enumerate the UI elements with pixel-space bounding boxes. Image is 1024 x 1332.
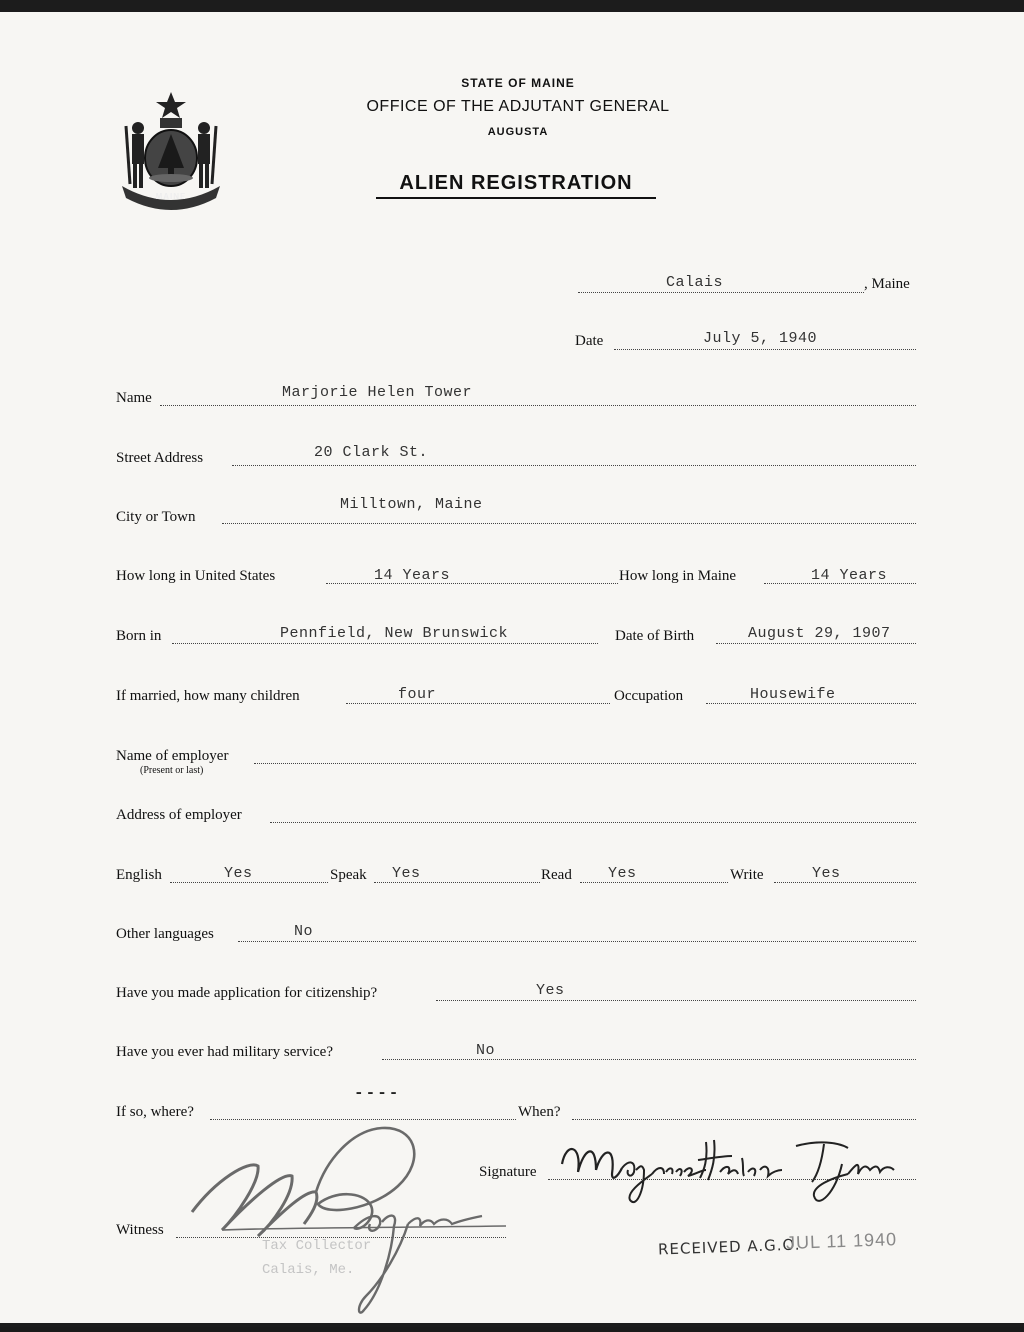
military-value: No — [476, 1042, 496, 1059]
dob-value: August 29, 1907 — [748, 625, 891, 642]
employer-address-line — [270, 822, 916, 823]
born-value: Pennfield, New Brunswick — [280, 625, 509, 642]
write-label: Write — [730, 867, 764, 883]
witness-stamp-line2: Calais, Me. — [262, 1262, 355, 1278]
signature-label: Signature — [479, 1164, 537, 1180]
english-label: English — [116, 867, 162, 883]
read-value: Yes — [608, 865, 637, 882]
employer-label: Name of employer — [116, 748, 229, 764]
military-label: Have you ever had military service? — [116, 1044, 333, 1060]
us-value: 14 Years — [374, 567, 451, 584]
citizenship-line — [436, 1000, 916, 1001]
witness-stamp-line1: Tax Collector — [262, 1238, 372, 1254]
name-label: Name — [116, 390, 152, 406]
write-value: Yes — [812, 865, 841, 882]
speak-value: Yes — [392, 865, 421, 882]
born-line — [172, 643, 598, 644]
children-value: four — [398, 686, 437, 703]
date-label: Date — [575, 333, 604, 349]
speak-label: Speak — [330, 867, 367, 883]
witness-signature — [186, 1120, 516, 1332]
office-heading: OFFICE OF THE ADJUTANT GENERAL — [366, 98, 670, 115]
applicant-signature — [556, 1130, 912, 1212]
place-suffix: , Maine — [864, 276, 910, 292]
write-line — [774, 882, 916, 883]
employer-sublabel: (Present or last) — [140, 765, 204, 776]
occupation-label: Occupation — [614, 688, 684, 704]
where-label: If so, where? — [116, 1104, 194, 1120]
place-line — [578, 292, 864, 293]
dob-line — [716, 643, 916, 644]
born-label: Born in — [116, 628, 162, 644]
english-value: Yes — [224, 865, 253, 882]
street-line — [232, 465, 916, 466]
name-line — [160, 405, 916, 406]
read-label: Read — [541, 867, 572, 883]
speak-line — [374, 882, 540, 883]
employer-address-label: Address of employer — [116, 807, 242, 823]
state-heading: STATE OF MAINE — [461, 76, 575, 90]
city-label: City or Town — [116, 509, 196, 525]
seal-banner-text: MAINE — [155, 192, 187, 201]
when-line — [572, 1119, 916, 1120]
received-stamp-date: JUL 11 1940 — [785, 1229, 898, 1253]
military-line — [382, 1059, 916, 1060]
citizenship-value: Yes — [536, 982, 565, 999]
children-line — [346, 703, 610, 704]
citizenship-label: Have you made application for citizenship? — [116, 985, 378, 1001]
form-title: ALIEN REGISTRATION — [376, 172, 656, 199]
dob-label: Date of Birth — [615, 628, 695, 644]
where-value: ---- — [354, 1084, 401, 1102]
read-line — [580, 882, 728, 883]
other-languages-value: No — [294, 923, 314, 940]
occupation-value: Housewife — [750, 686, 836, 703]
city-line — [222, 523, 916, 524]
witness-label: Witness — [116, 1222, 164, 1238]
received-stamp-label: RECEIVED A.G.O. — [657, 1235, 801, 1259]
city-heading: AUGUSTA — [487, 126, 549, 138]
street-value: 20 Clark St. — [314, 444, 429, 461]
maine-value: 14 Years — [811, 567, 888, 584]
other-languages-line — [238, 941, 916, 942]
other-languages-label: Other languages — [116, 926, 214, 942]
english-line — [170, 882, 328, 883]
employer-line — [254, 763, 916, 764]
place-value: Calais — [666, 274, 724, 291]
name-value: Marjorie Helen Tower — [282, 384, 473, 401]
maine-label: How long in Maine — [619, 568, 737, 584]
us-label: How long in United States — [116, 568, 276, 584]
city-value: Milltown, Maine — [340, 496, 483, 513]
street-label: Street Address — [116, 450, 204, 466]
date-value: July 5, 1940 — [703, 330, 818, 347]
children-label: If married, how many children — [116, 688, 300, 704]
occupation-line — [706, 703, 916, 704]
when-label: When? — [518, 1104, 561, 1120]
us-line — [326, 583, 618, 584]
date-line — [614, 349, 916, 350]
